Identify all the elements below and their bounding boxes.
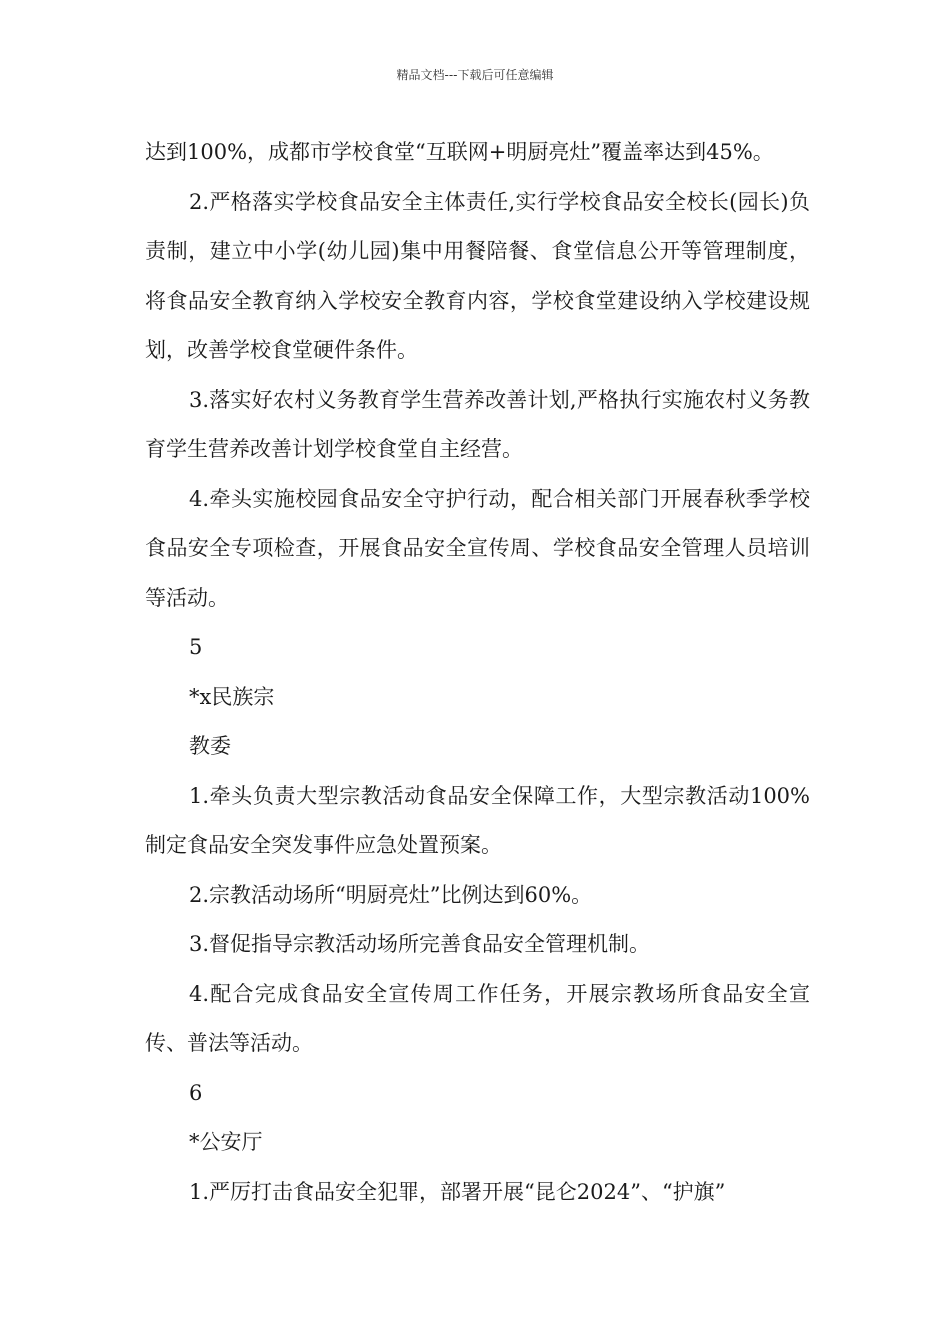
page-header: 精品文档---下载后可任意编辑 bbox=[396, 68, 554, 82]
paragraph: 达到100%，成都市学校食堂“互联网+明厨亮灶”覆盖率达到45%。 bbox=[145, 140, 774, 164]
section-number: 5 bbox=[189, 635, 203, 659]
paragraph: 2.宗教活动场所“明厨亮灶”比例达到60%。 bbox=[189, 882, 593, 907]
paragraph: 4.配合完成食品安全宣传周工作任务，开展宗教场所食品安全宣传、普法等活动。 bbox=[145, 981, 810, 1055]
document-body bbox=[145, 128, 810, 1217]
section-heading: *x民族宗 bbox=[189, 684, 275, 709]
section-heading: 教委 bbox=[189, 734, 231, 758]
paragraph: 3.督促指导宗教活动场所完善食品安全管理机制。 bbox=[189, 932, 651, 956]
section-number: 6 bbox=[189, 1080, 203, 1105]
paragraph: 1.严厉打击食品安全犯罪，部署开展“昆仑2024”、“护旗” bbox=[189, 1179, 726, 1204]
paragraph: 4.牵头实施校园食品安全守护行动，配合相关部门开展春秋季学校食品安全专项检查，开展食品安全宣传周、学校食品安全管理人员培训等活动。 bbox=[145, 486, 810, 610]
paragraph: 2.严格落实学校食品安全主体责任,实行学校食品安全校长(园长)负责制，建立中小学(幼儿园)集中用餐陪餐、食堂信息公开等管理制度，将食品安全教育纳入学校安全教育内容，学校食堂建设纳入学校建设规划，改善学校食堂硬件条件。 bbox=[145, 189, 810, 362]
paragraph: 1.牵头负责大型宗教活动食品安全保障工作，大型宗教活动100%制定食品安全突发事件应急处置预案。 bbox=[145, 783, 810, 857]
section-heading: *公安厅 bbox=[189, 1130, 263, 1154]
paragraph: 3.落实好农村义务教育学生营养改善计划,严格执行实施农村义务教育学生营养改善计划学校食堂自主经营。 bbox=[145, 387, 810, 461]
